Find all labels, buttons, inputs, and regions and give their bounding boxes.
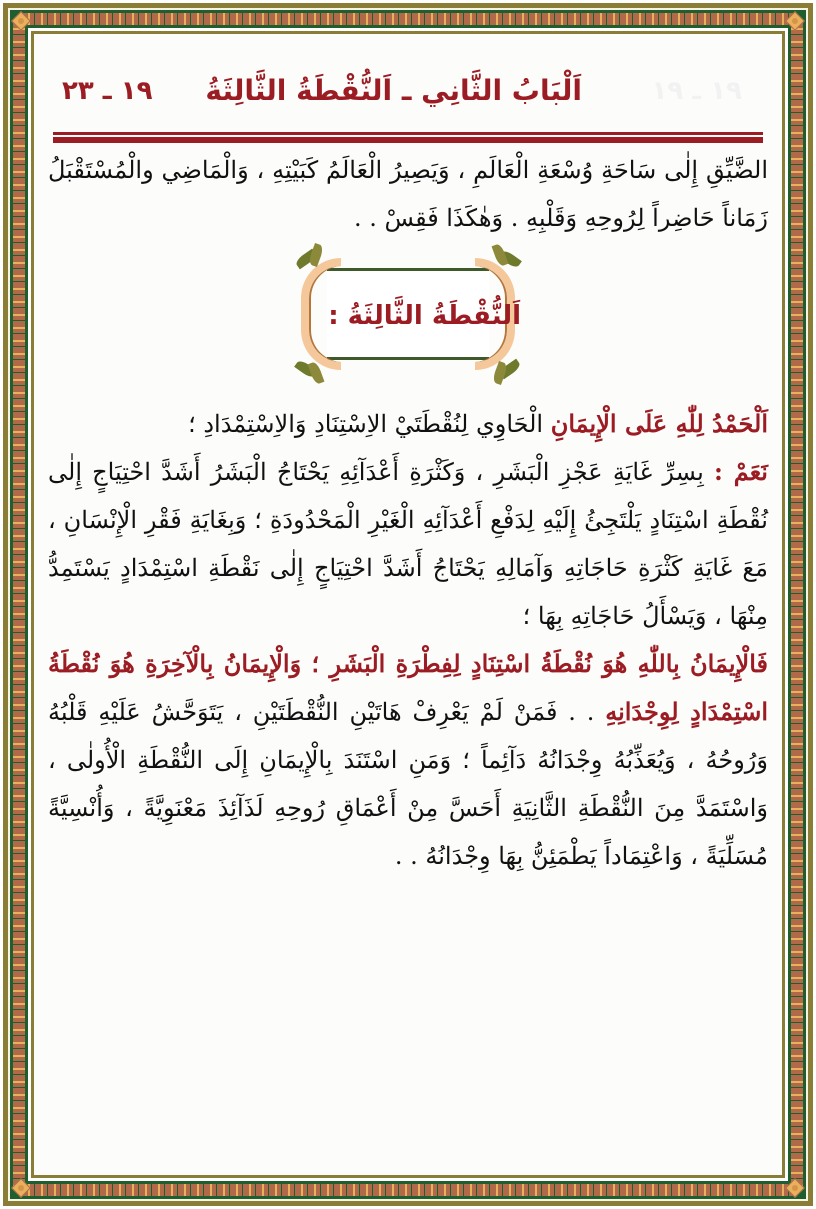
- paragraph-conclusion: [48, 640, 768, 880]
- header-rule-thick: [53, 137, 763, 143]
- running-header: [34, 74, 782, 124]
- section-heading-title: اَلنُّقْطَةُ الثَّالِثَةُ :: [328, 301, 521, 331]
- highlighted-phrase: نَعَمْ :: [713, 457, 768, 486]
- frame-ornament-right: [791, 22, 803, 1187]
- paragraph-praise: [48, 400, 768, 448]
- header-ghost-text: ١٩ ـ ١٩: [651, 76, 742, 106]
- body-text: [48, 146, 768, 880]
- chapter-title: اَلْبَابُ الثَّانِي ـ اَلنُّقْطَةُ الثَّالِثَةُ: [205, 74, 582, 107]
- page: [34, 34, 782, 1175]
- paragraph-text: . . فَمَنْ لَمْ يَعْرِفْ هَاتَيْنِ النُّقْطَتَيْنِ ، يَتَوَحَّشُ عَلَيْهِ قَلْبُهُ وَرُوحُهُ ، وَيُعَذِّبُهُ وِجْدَانُهُ دَآئِماً ؛ وَمَنِ اسْتَنَدَ بِالْإِيمَانِ إِلَى النُّقْطَةِ الْأُولٰى ، وَاسْتَمَدَّ مِنَ النُّقْطَةِ الثَّانِيَةِ أَحَسَّ مِنْ أَعْمَاقِ رُوحِهِ لَذَآئِذَ مَعْنَوِيَّةً ، وَأُنْسِيَّةً مُسَلِّيَةً ، وَاعْتِمَاداً يَطْمَئِنُّ بِهَا وِجْدَانُهُ . .: [48, 698, 769, 870]
- frame-ornament-top: [22, 13, 794, 25]
- paragraph-continuation: الضَّيِّقِ إِلٰى سَاحَةِ وُسْعَةِ الْعَالَمِ ، وَيَصِيرُ الْعَالَمُ كَبَيْتِهِ ، وَالْمَاضِي والْمُسْتَقْبَلُ زَمَاناً حَاضِراً لِرُوحِهِ وَقَلْبِهِ . وَهٰكَذَا فَقِسْ . .: [48, 156, 768, 232]
- paragraph-text: بِسِرِّ غَايَةِ عَجْزِ الْبَشَرِ ، وَكَثْرَةِ أَعْدَآئِهِ يَحْتَاجُ الْبَشَرُ أَشَدَّ احْتِيَاجٍ إِلٰى نُقْطَةِ اسْتِنَادٍ يَلْتَجِئُ إِلَيْهِ لِدَفْعِ أَعْدَآئِهِ الْغَيْرِ الْمَحْدُودَةِ ؛ وَبِغَايَةِ فَقْرِ الْإِنْسَانِ ، مَعَ غَايَةِ كَثْرَةِ حَاجَاتِهِ وَآمَالِهِ يَحْتَاجُ أَشَدَّ احْتِيَاجٍ إِلٰى نَقْطَةِ اسْتِمْدَادٍ يَسْتَمِدُّ مِنْهَا ، وَيَسْأَلُ حَاجَاتِهِ بِهَا ؛: [48, 458, 768, 630]
- page-range: ١٩ ـ ٢٣: [62, 76, 153, 106]
- header-rule-thin: [53, 132, 763, 135]
- frame-ornament-left: [13, 22, 25, 1187]
- paragraph-need: [48, 448, 768, 640]
- paragraph-text: الْحَاوِي لِنُقْطَتَيْ الاِسْتِنَادِ وَالاِسْتِمْدَادِ ؛: [188, 410, 551, 438]
- highlighted-phrase: اَلْحَمْدُ لِلّٰهِ عَلَى الْإِيمَانِ: [550, 409, 768, 438]
- section-heading-block: [48, 248, 768, 398]
- frame-ornament-bottom: [22, 1184, 794, 1196]
- section-heading-cartouche: [295, 252, 521, 376]
- highlighted-phrase: فَالْإِيمَانُ بِاللّٰهِ هُوَ نُقْطَةُ اسْتِنَادٍ لِفِطْرَةِ الْبَشَرِ ؛ وَالْإِيمَانُ بِالْآخِرَةِ هُوَ نُقْطَةُ اسْتِمْدَادٍ لِوِجْدَانِهِ: [48, 649, 768, 726]
